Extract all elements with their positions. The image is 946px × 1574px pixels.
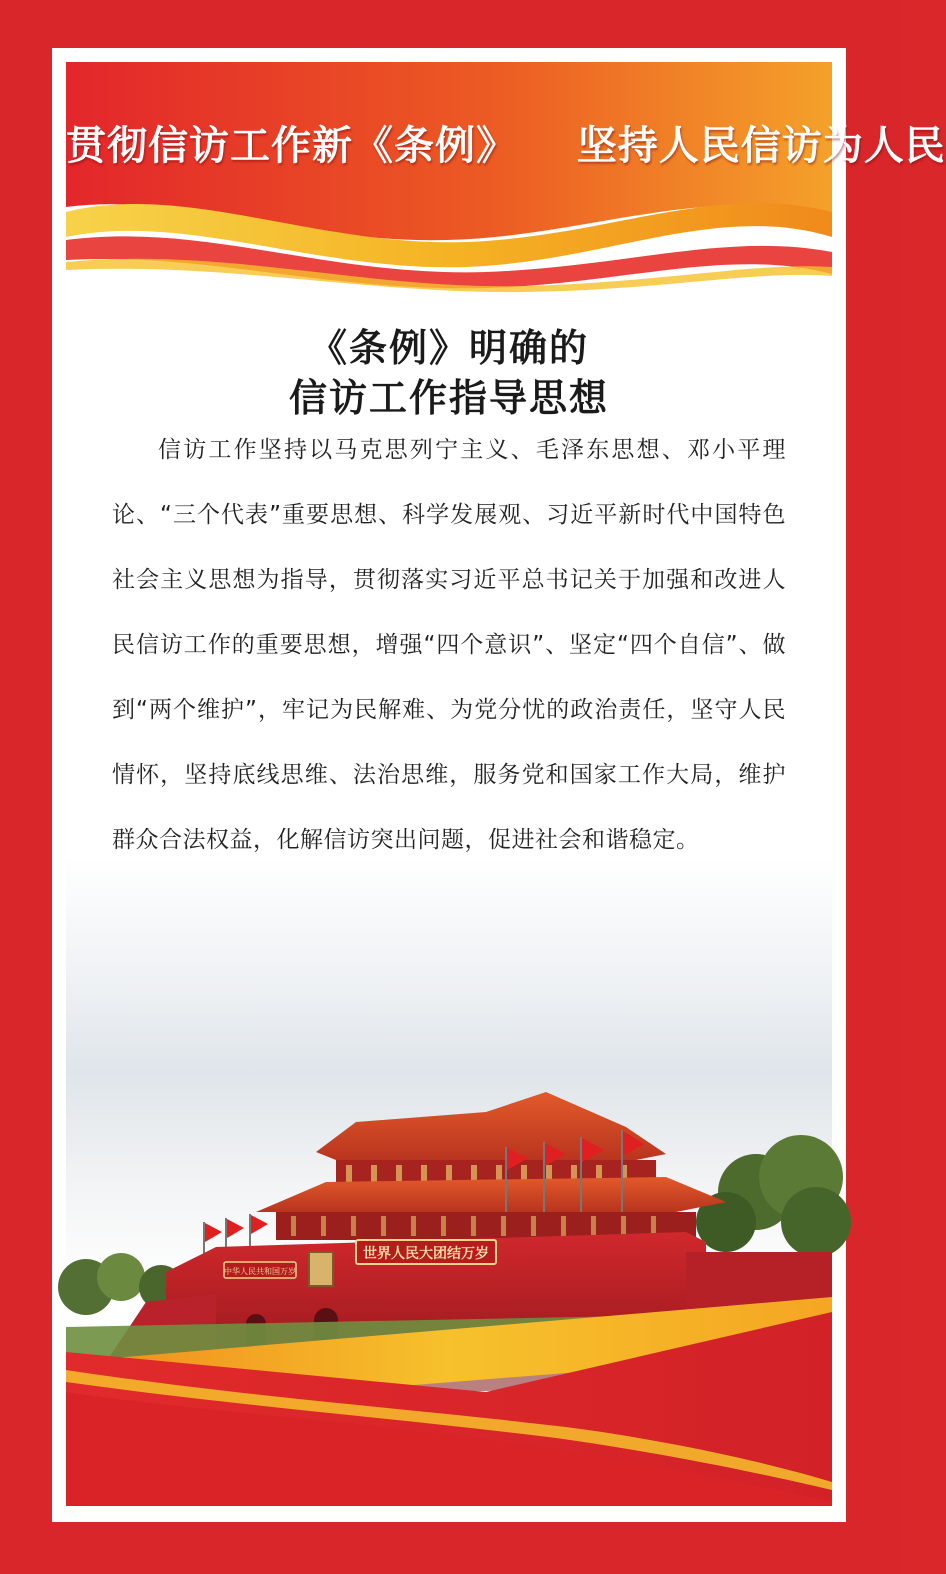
upper-roof — [316, 1092, 666, 1162]
heading-line-2: 信访工作指导思想 — [288, 376, 609, 420]
trees-right — [696, 1135, 851, 1257]
heading-line-1: 《条例》明确的 — [308, 326, 589, 370]
gate-illustration — [66, 62, 946, 1506]
poster-panel — [66, 62, 946, 1506]
banner-left-text: 中华人民共和国万岁 — [224, 1267, 296, 1276]
body-paragraph: 信访工作坚持以马克思列宁主义、毛泽东思想、邓小平理论、“三个代表”重要思想、科学发展观、习近平新时代中国特色社会主义思想为指导，贯彻落实习近平总书记关于加强和改进人民信访工作的重要思想，增强“四个意识”、坚定“四个自信”、做到“两个维护”，牢记为民解难、为党分忧的政治责任，坚守人民情怀，坚持底线思维、法治思维，服务党和国家工作大局，维护群众合法权益，化解信访突出问题，促进社会和谐稳定。 — [112, 437, 786, 853]
lower-roof — [256, 1177, 726, 1212]
header-slogan: 贯彻信访工作新《条例》 坚持人民信访为人民 — [66, 123, 946, 169]
banner-right-text: 世界人民大团结万岁 — [363, 1246, 489, 1262]
portrait — [309, 1252, 333, 1286]
